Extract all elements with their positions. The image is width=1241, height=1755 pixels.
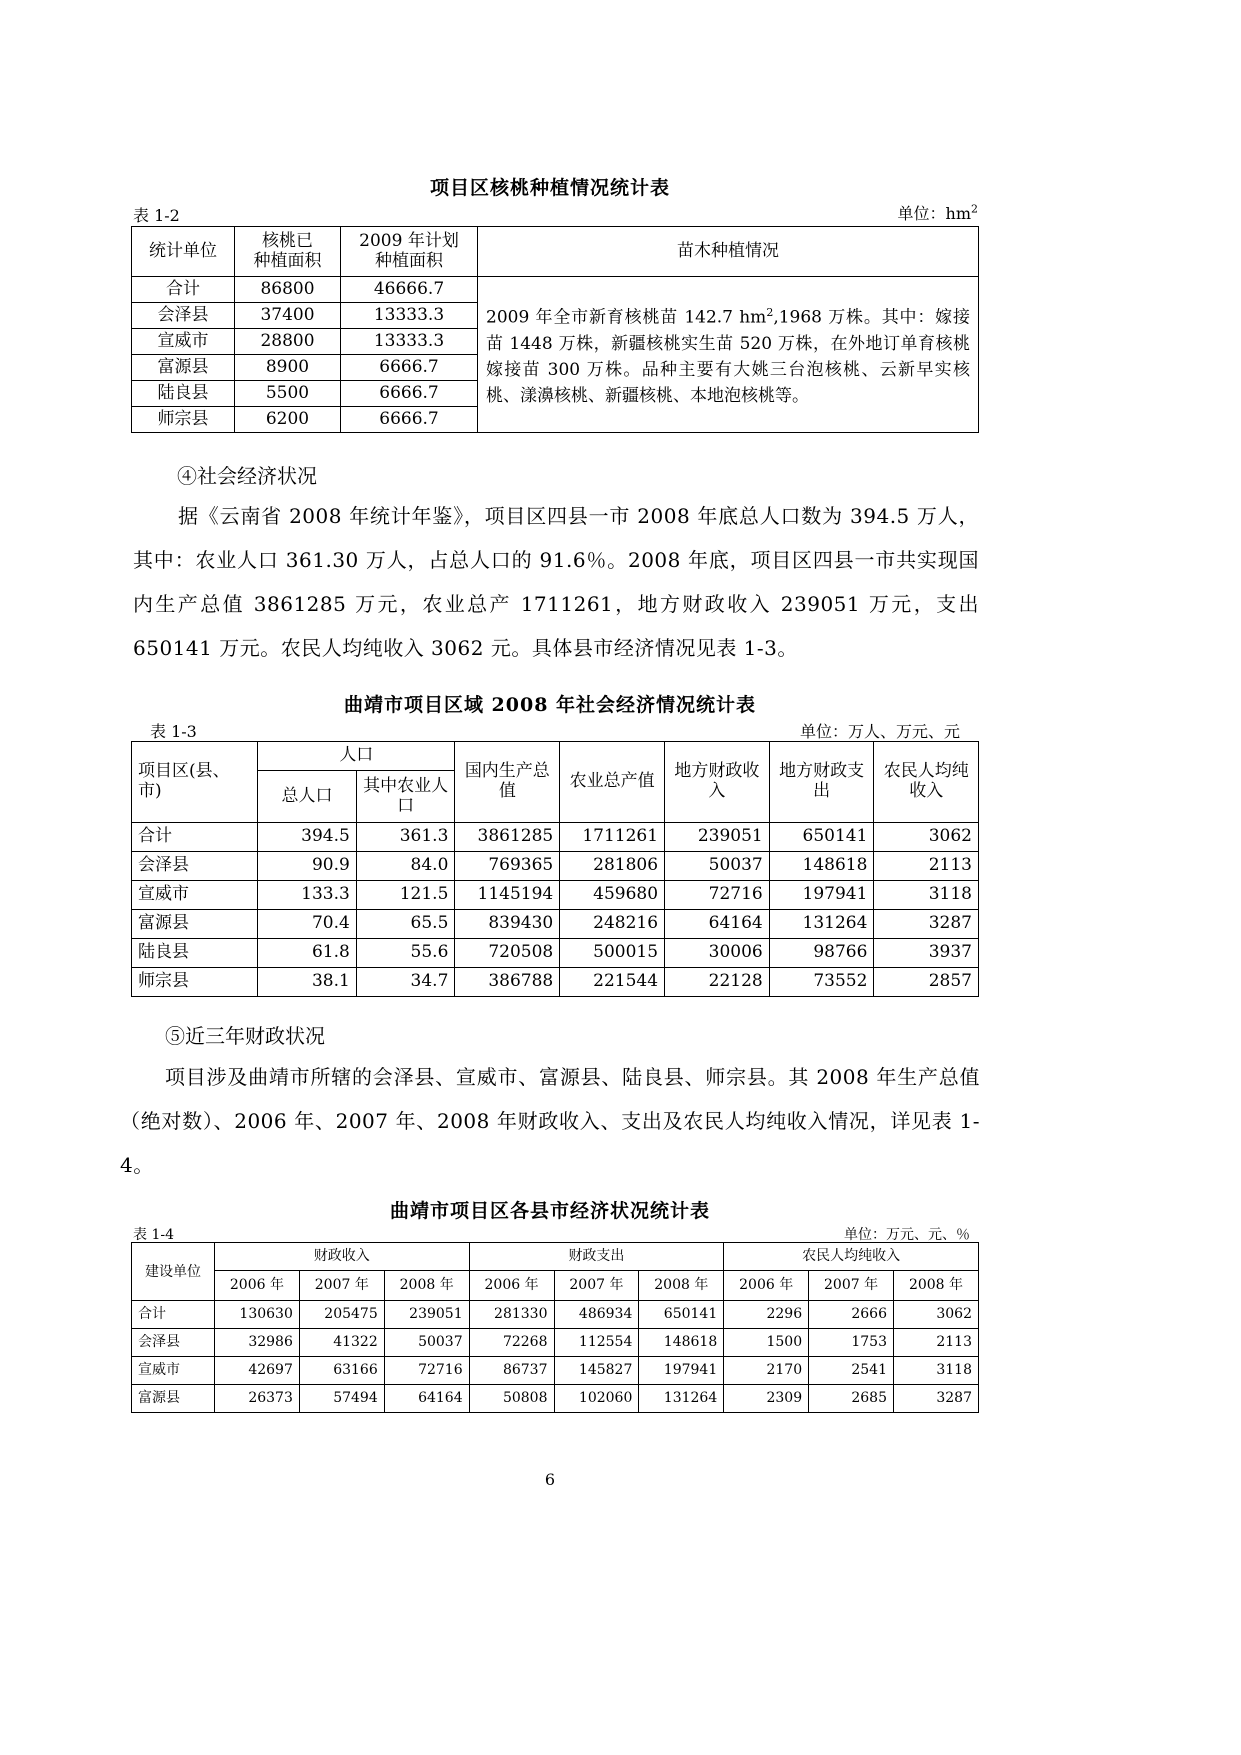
table14-year: 2006 年: [469, 1271, 554, 1301]
table13-header-area: 项目区(县、市): [132, 742, 258, 823]
table14-year: 2006 年: [724, 1271, 809, 1301]
table13-header-income: 农民人均纯收入: [874, 742, 979, 823]
table13-cell: 宣威市: [132, 881, 258, 910]
table12-cell: 师宗县: [132, 407, 235, 433]
table14-title: 曲靖市项目区各县市经济状况统计表: [389, 1200, 710, 1222]
table12-cell: 富源县: [132, 355, 235, 381]
table13-cell: 769365: [455, 852, 560, 881]
table14-cell: 富源县: [132, 1385, 215, 1413]
table13-cell: 61.8: [258, 939, 357, 968]
table13-header-gdp: 国内生产总值: [455, 742, 560, 823]
table13-cell: 合计: [132, 823, 258, 852]
table14-cell: 650141: [639, 1301, 724, 1329]
table12-header-planted: 核桃已 种植面积: [235, 227, 341, 277]
table13-cell: 2113: [874, 852, 979, 881]
table13-cell: 34.7: [356, 968, 455, 997]
table13-header-rev: 地方财政收入: [665, 742, 770, 823]
table14-cell: 32986: [215, 1329, 300, 1357]
table14-cell: 3118: [894, 1357, 979, 1385]
table14-year: 2007 年: [809, 1271, 894, 1301]
table13-cell: 73552: [769, 968, 874, 997]
table14-cell: 2541: [809, 1357, 894, 1385]
table13-cell: 239051: [665, 823, 770, 852]
table14-cell: 会泽县: [132, 1329, 215, 1357]
table13-cell: 38.1: [258, 968, 357, 997]
section5-paragraph: 项目涉及曲靖市所辖的会泽县、宣威市、富源县、陆良县、师宗县。其 2008 年生产总值（绝对数）、2006 年、2007 年、2008 年财政收入、支出及农民人均纯收入情况，详见表 1-4。: [120, 1065, 980, 1177]
table14-year: 2007 年: [554, 1271, 639, 1301]
table14-cell: 63166: [299, 1357, 384, 1385]
table13-cell: 720508: [455, 939, 560, 968]
table13-header-total: 总人口: [258, 771, 357, 823]
table14-header-expenditure: 财政支出: [469, 1243, 724, 1271]
table-row: [132, 968, 979, 997]
table13-label: 表 1-3: [150, 722, 197, 741]
table13-cell: 3937: [874, 939, 979, 968]
section4-heading: ④社会经济状况: [177, 464, 317, 488]
table14: [131, 1242, 979, 1413]
table14-cell: 1753: [809, 1329, 894, 1357]
table14-cell: 3062: [894, 1301, 979, 1329]
table13-cell: 富源县: [132, 910, 258, 939]
table-row: [132, 852, 979, 881]
table13-cell: 1145194: [455, 881, 560, 910]
table13-cell: 839430: [455, 910, 560, 939]
table14-cell: 205475: [299, 1301, 384, 1329]
table13-cell: 133.3: [258, 881, 357, 910]
table14-cell: 102060: [554, 1385, 639, 1413]
table14-cell: 1500: [724, 1329, 809, 1357]
table14-cell: 72268: [469, 1329, 554, 1357]
table13-cell: 98766: [769, 939, 874, 968]
table14-cell: 239051: [384, 1301, 469, 1329]
table12-cell: 13333.3: [341, 329, 478, 355]
table13-cell: 会泽县: [132, 852, 258, 881]
table-row: [132, 939, 979, 968]
table12-unit: 单位：$hm^2$: [897, 202, 978, 223]
table13-cell: 陆良县: [132, 939, 258, 968]
table13-unit: 单位：万人、万元、元: [799, 722, 960, 741]
table12-cell: 6200: [235, 407, 341, 433]
table14-cell: 41322: [299, 1329, 384, 1357]
table13-cell: 64164: [665, 910, 770, 939]
table13-cell: 3287: [874, 910, 979, 939]
table-row: [132, 823, 979, 852]
table14-cell: 486934: [554, 1301, 639, 1329]
table13-cell: 65.5: [356, 910, 455, 939]
table14-cell: 130630: [215, 1301, 300, 1329]
section4-paragraph: 据《云南省 2008 年统计年鉴》，项目区四县一市 2008 年底总人口数为 394.5 万人，其中：农业人口 361.30 万人，占总人口的 91.6％。2008 年底，项目区四县一市共实现国内生产总值 3861285 万元，农业总产 1711261，地方财政收入 239051 万元，支出 650141 万元。农民人均纯收入 3062 元。具体县市经济情况见表 1-3。: [133, 504, 979, 660]
table14-cell: 131264: [639, 1385, 724, 1413]
table13-cell: 3062: [874, 823, 979, 852]
table14-header-unit: 建设单位: [132, 1243, 215, 1301]
table14-cell: 72716: [384, 1357, 469, 1385]
table13-cell: 1711261: [560, 823, 665, 852]
table14-cell: 42697: [215, 1357, 300, 1385]
table13-cell: 500015: [560, 939, 665, 968]
table13-cell: 55.6: [356, 939, 455, 968]
table13-header-agri: 其中农业人口: [356, 771, 455, 823]
table13-cell: 师宗县: [132, 968, 258, 997]
table13-cell: 22128: [665, 968, 770, 997]
table12-header-seedlings: 苗木种植情况: [478, 227, 979, 277]
table12-cell: 37400: [235, 303, 341, 329]
table13-cell: 650141: [769, 823, 874, 852]
table13-cell: 50037: [665, 852, 770, 881]
table12-cell: 6666.7: [341, 381, 478, 407]
table13-header-exp: 地方财政支出: [769, 742, 874, 823]
section5-heading: ⑤近三年财政状况: [165, 1024, 325, 1048]
table-row: [132, 910, 979, 939]
table13-cell: 361.3: [356, 823, 455, 852]
table12-header-unit: 统计单位: [132, 227, 235, 277]
table12-cell: 6666.7: [341, 407, 478, 433]
table13-cell: 148618: [769, 852, 874, 881]
table14-year: 2008 年: [894, 1271, 979, 1301]
table14-year: 2008 年: [639, 1271, 724, 1301]
table14-header-revenue: 财政收入: [215, 1243, 470, 1271]
table14-cell: 合计: [132, 1301, 215, 1329]
table12-title: 项目区核桃种植情况统计表: [429, 177, 670, 199]
table14-cell: 2666: [809, 1301, 894, 1329]
table13-cell: 2857: [874, 968, 979, 997]
table12-cell: 6666.7: [341, 355, 478, 381]
table13-cell: 281806: [560, 852, 665, 881]
table14-cell: 2296: [724, 1301, 809, 1329]
table14-cell: 宣威市: [132, 1357, 215, 1385]
table12-cell: 46666.7: [341, 277, 478, 303]
table13-header-agrival: 农业总产值: [560, 742, 665, 823]
table14-header-income: 农民人均纯收入: [724, 1243, 979, 1271]
table14-cell: 2685: [809, 1385, 894, 1413]
table14-cell: 26373: [215, 1385, 300, 1413]
table13-cell: 131264: [769, 910, 874, 939]
table-row: [132, 1301, 979, 1329]
table14-cell: 50037: [384, 1329, 469, 1357]
table14-cell: 145827: [554, 1357, 639, 1385]
table13-cell: 70.4: [258, 910, 357, 939]
table-row: [132, 881, 979, 910]
table13-cell: 197941: [769, 881, 874, 910]
table14-year: 2007 年: [299, 1271, 384, 1301]
table14-cell: 112554: [554, 1329, 639, 1357]
table13-cell: 248216: [560, 910, 665, 939]
table14-cell: 86737: [469, 1357, 554, 1385]
table-row: [132, 277, 979, 303]
table13-cell: 90.9: [258, 852, 357, 881]
table12-cell: 13333.3: [341, 303, 478, 329]
table13-cell: 3118: [874, 881, 979, 910]
table14-cell: 281330: [469, 1301, 554, 1329]
table13-cell: 30006: [665, 939, 770, 968]
table-row: [132, 1385, 979, 1413]
table13-cell: 221544: [560, 968, 665, 997]
table14-cell: 2309: [724, 1385, 809, 1413]
table14-label: 表 1-4: [133, 1227, 174, 1243]
table14-cell: 3287: [894, 1385, 979, 1413]
table12-cell: 8900: [235, 355, 341, 381]
table12-seedling-note: 2009 年全市新育核桃苗 142.7 $hm^2,1968$ 万株。其中：嫁接苗 1448 万株，新疆核桃实生苗 520 万株，在外地订单育核桃嫁接苗 300 万株。品种主要有大姚三台泡核桃、云新早实核桃、漾濞核桃、新疆核桃、本地泡核桃等。: [478, 277, 979, 433]
page-number: 6: [544, 1470, 556, 1489]
table12-cell: 会泽县: [132, 303, 235, 329]
table13: [131, 741, 979, 997]
table13-cell: 72716: [665, 881, 770, 910]
table14-cell: 57494: [299, 1385, 384, 1413]
table12: [131, 226, 979, 433]
table13-cell: 394.5: [258, 823, 357, 852]
table12-cell: 陆良县: [132, 381, 235, 407]
table13-cell: 84.0: [356, 852, 455, 881]
table-row: [132, 1329, 979, 1357]
table14-cell: 2170: [724, 1357, 809, 1385]
table14-cell: 197941: [639, 1357, 724, 1385]
table14-year: 2008 年: [384, 1271, 469, 1301]
table12-cell: 86800: [235, 277, 341, 303]
table13-header-pop: 人口: [258, 742, 455, 771]
table13-cell: 3861285: [455, 823, 560, 852]
table14-cell: 64164: [384, 1385, 469, 1413]
table14-cell: 2113: [894, 1329, 979, 1357]
table-row: [132, 1357, 979, 1385]
table13-cell: 121.5: [356, 881, 455, 910]
table12-cell: 宣威市: [132, 329, 235, 355]
table13-cell: 386788: [455, 968, 560, 997]
table12-cell: 5500: [235, 381, 341, 407]
table14-unit: 单位：万元、元、％: [844, 1227, 970, 1243]
table12-cell: 合计: [132, 277, 235, 303]
table13-cell: 459680: [560, 881, 665, 910]
table13-title: 曲靖市项目区域 2008 年社会经济情况统计表: [343, 694, 757, 716]
table14-cell: 148618: [639, 1329, 724, 1357]
table14-year: 2006 年: [215, 1271, 300, 1301]
table14-cell: 50808: [469, 1385, 554, 1413]
table12-label: 表 1-2: [133, 206, 180, 225]
table12-cell: 28800: [235, 329, 341, 355]
table12-header-plan: 2009 年计划 种植面积: [341, 227, 478, 277]
